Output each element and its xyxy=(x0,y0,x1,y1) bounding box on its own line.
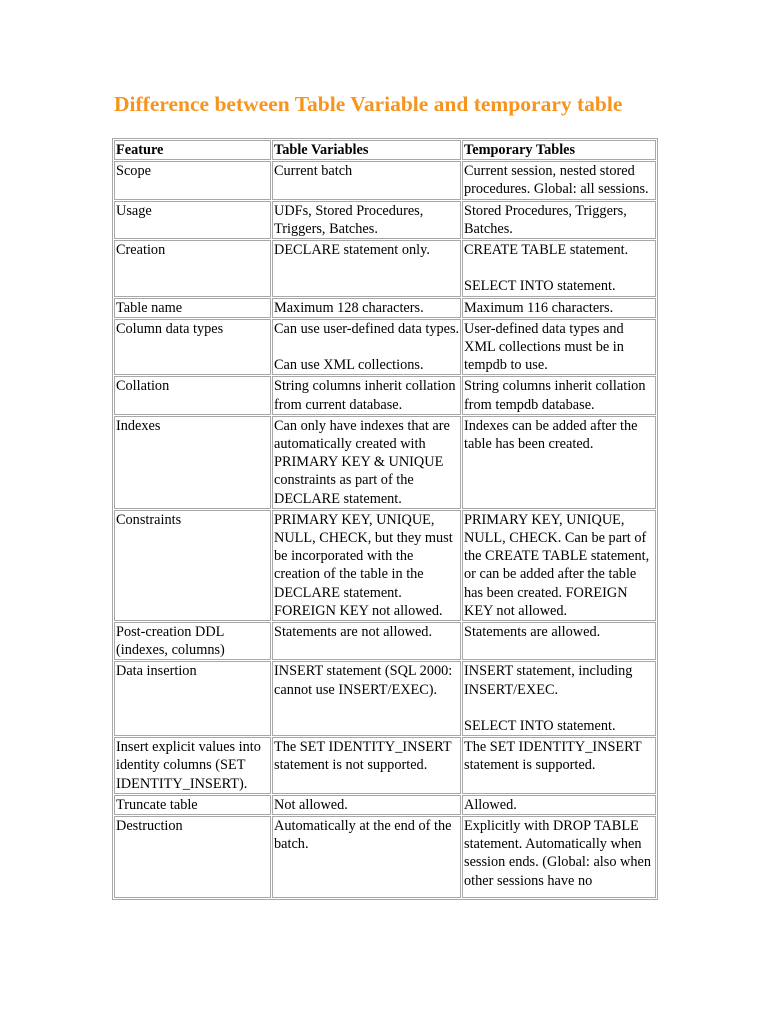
table-variables-cell xyxy=(272,240,461,297)
temporary-tables-cell xyxy=(462,816,656,898)
cell-text: Current session, nested stored procedures. Global: all sessions. xyxy=(464,163,649,198)
temporary-tables-cell xyxy=(462,376,656,414)
cell-text: Automatically at the end of the batch. xyxy=(274,818,452,853)
table-row xyxy=(114,510,656,621)
cell-text: Explicitly with DROP TABLE statement. Automatically when session ends. (Global: also when other sessions have no xyxy=(464,818,652,889)
header-table-variables: Table Variables xyxy=(272,140,461,160)
cell-text: Scope xyxy=(116,163,151,180)
table-variables-cell xyxy=(272,510,461,621)
header-feature: Feature xyxy=(114,140,271,160)
table-variables-cell xyxy=(272,661,461,736)
feature-cell xyxy=(114,622,271,660)
feature-cell xyxy=(114,319,271,376)
cell-text: Constraints xyxy=(116,511,182,528)
cell-text: The SET IDENTITY_INSERT statement is not supported. xyxy=(274,739,452,774)
cell-text: Stored Procedures, Triggers, Batches. xyxy=(464,202,627,237)
cell-text: Table name xyxy=(116,299,183,316)
table-row xyxy=(114,661,656,736)
cell-text: Maximum 128 characters. xyxy=(274,299,424,316)
paragraph-gap xyxy=(464,699,655,717)
table-row xyxy=(114,737,656,794)
feature-cell xyxy=(114,510,271,621)
table-row xyxy=(114,376,656,414)
feature-cell xyxy=(114,416,271,509)
cell-text: Can use user-defined data types. xyxy=(274,320,460,337)
table-row xyxy=(114,622,656,660)
table-body xyxy=(114,161,656,898)
temporary-tables-cell xyxy=(462,201,656,239)
table-variables-cell xyxy=(272,161,461,199)
feature-cell xyxy=(114,661,271,736)
cell-text: CREATE TABLE statement. xyxy=(464,242,629,259)
cell-text: Statements are not allowed. xyxy=(274,624,433,641)
temporary-tables-cell xyxy=(462,161,656,199)
cell-text: Collation xyxy=(116,378,170,395)
table-header-row xyxy=(114,140,656,160)
cell-text: Truncate table xyxy=(116,796,198,813)
cell-text: String columns inherit collation from tempdb database. xyxy=(464,378,646,413)
cell-text: INSERT statement (SQL 2000: cannot use INSERT/EXEC). xyxy=(274,663,453,698)
table-variables-cell xyxy=(272,795,461,815)
table-row xyxy=(114,816,656,898)
paragraph-gap xyxy=(274,338,460,356)
cell-text: Maximum 116 characters. xyxy=(464,299,614,316)
temporary-tables-cell xyxy=(462,737,656,794)
cell-text: SELECT INTO statement. xyxy=(464,278,616,295)
cell-text: Not allowed. xyxy=(274,796,348,813)
cell-text: String columns inherit collation from current database. xyxy=(274,378,456,413)
temporary-tables-cell xyxy=(462,622,656,660)
feature-cell xyxy=(114,376,271,414)
cell-text: Can only have indexes that are automatically created with PRIMARY KEY & UNIQUE constraints as part of the DECLARE statement. xyxy=(274,417,450,507)
temporary-tables-cell xyxy=(462,661,656,736)
feature-cell xyxy=(114,240,271,297)
temporary-tables-cell xyxy=(462,240,656,297)
cell-text: User-defined data types and XML collections must be in tempdb to use. xyxy=(464,320,624,374)
cell-text: Column data types xyxy=(116,320,224,337)
table-variables-cell xyxy=(272,622,461,660)
cell-text: Indexes can be added after the table has been created. xyxy=(464,417,638,453)
table-row xyxy=(114,416,656,509)
cell-text: Creation xyxy=(116,242,166,259)
cell-text: DECLARE statement only. xyxy=(274,242,430,259)
cell-text: Can use XML collections. xyxy=(274,357,424,374)
table-row xyxy=(114,795,656,815)
feature-cell xyxy=(114,161,271,199)
table-row xyxy=(114,161,656,199)
feature-cell xyxy=(114,795,271,815)
feature-cell xyxy=(114,201,271,239)
cell-text: Usage xyxy=(116,202,152,219)
header-temporary-tables: Temporary Tables xyxy=(462,140,656,160)
table-variables-cell xyxy=(272,737,461,794)
table-variables-cell xyxy=(272,201,461,239)
temporary-tables-cell xyxy=(462,510,656,621)
cell-text: Allowed. xyxy=(464,796,517,813)
feature-cell xyxy=(114,298,271,318)
cell-text: The SET IDENTITY_INSERT statement is supported. xyxy=(464,739,642,774)
cell-text: Data insertion xyxy=(116,663,197,680)
cell-text: Insert explicit values into identity columns (SET IDENTITY_INSERT). xyxy=(116,739,261,792)
paragraph-gap xyxy=(464,259,655,277)
table-row xyxy=(114,201,656,239)
temporary-tables-cell xyxy=(462,298,656,318)
comparison-table xyxy=(112,138,658,900)
cell-text: Post-creation DDL (indexes, columns) xyxy=(116,624,225,659)
feature-cell xyxy=(114,737,271,794)
cell-text: PRIMARY KEY, UNIQUE, NULL, CHECK, but they must be incorporated with the creation of the table in the DECLARE statement. FOREIGN KEY not allowed. xyxy=(274,511,453,619)
table-row xyxy=(114,240,656,297)
table-row xyxy=(114,298,656,318)
feature-cell xyxy=(114,816,271,898)
cell-text: SELECT INTO statement. xyxy=(464,718,616,735)
page-title: Difference between Table Variable and temporary table xyxy=(114,92,623,116)
cell-text: Indexes xyxy=(116,417,161,434)
table-variables-cell xyxy=(272,319,461,376)
cell-text: UDFs, Stored Procedures, Triggers, Batches. xyxy=(274,202,424,237)
table-variables-cell xyxy=(272,298,461,318)
table-variables-cell xyxy=(272,416,461,509)
temporary-tables-cell xyxy=(462,416,656,509)
cell-text: Statements are allowed. xyxy=(464,624,601,641)
temporary-tables-cell xyxy=(462,319,656,376)
table-variables-cell xyxy=(272,376,461,414)
cell-text: Destruction xyxy=(116,818,183,835)
table-variables-cell xyxy=(272,816,461,898)
cell-text: Current batch xyxy=(274,163,353,180)
table-row xyxy=(114,319,656,376)
temporary-tables-cell xyxy=(462,795,656,815)
cell-text: PRIMARY KEY, UNIQUE, NULL, CHECK. Can be part of the CREATE TABLE statement, or can be added after the table has been created. FOREIGN KEY not allowed. xyxy=(464,511,650,619)
cell-text: INSERT statement, including INSERT/EXEC. xyxy=(464,663,633,698)
